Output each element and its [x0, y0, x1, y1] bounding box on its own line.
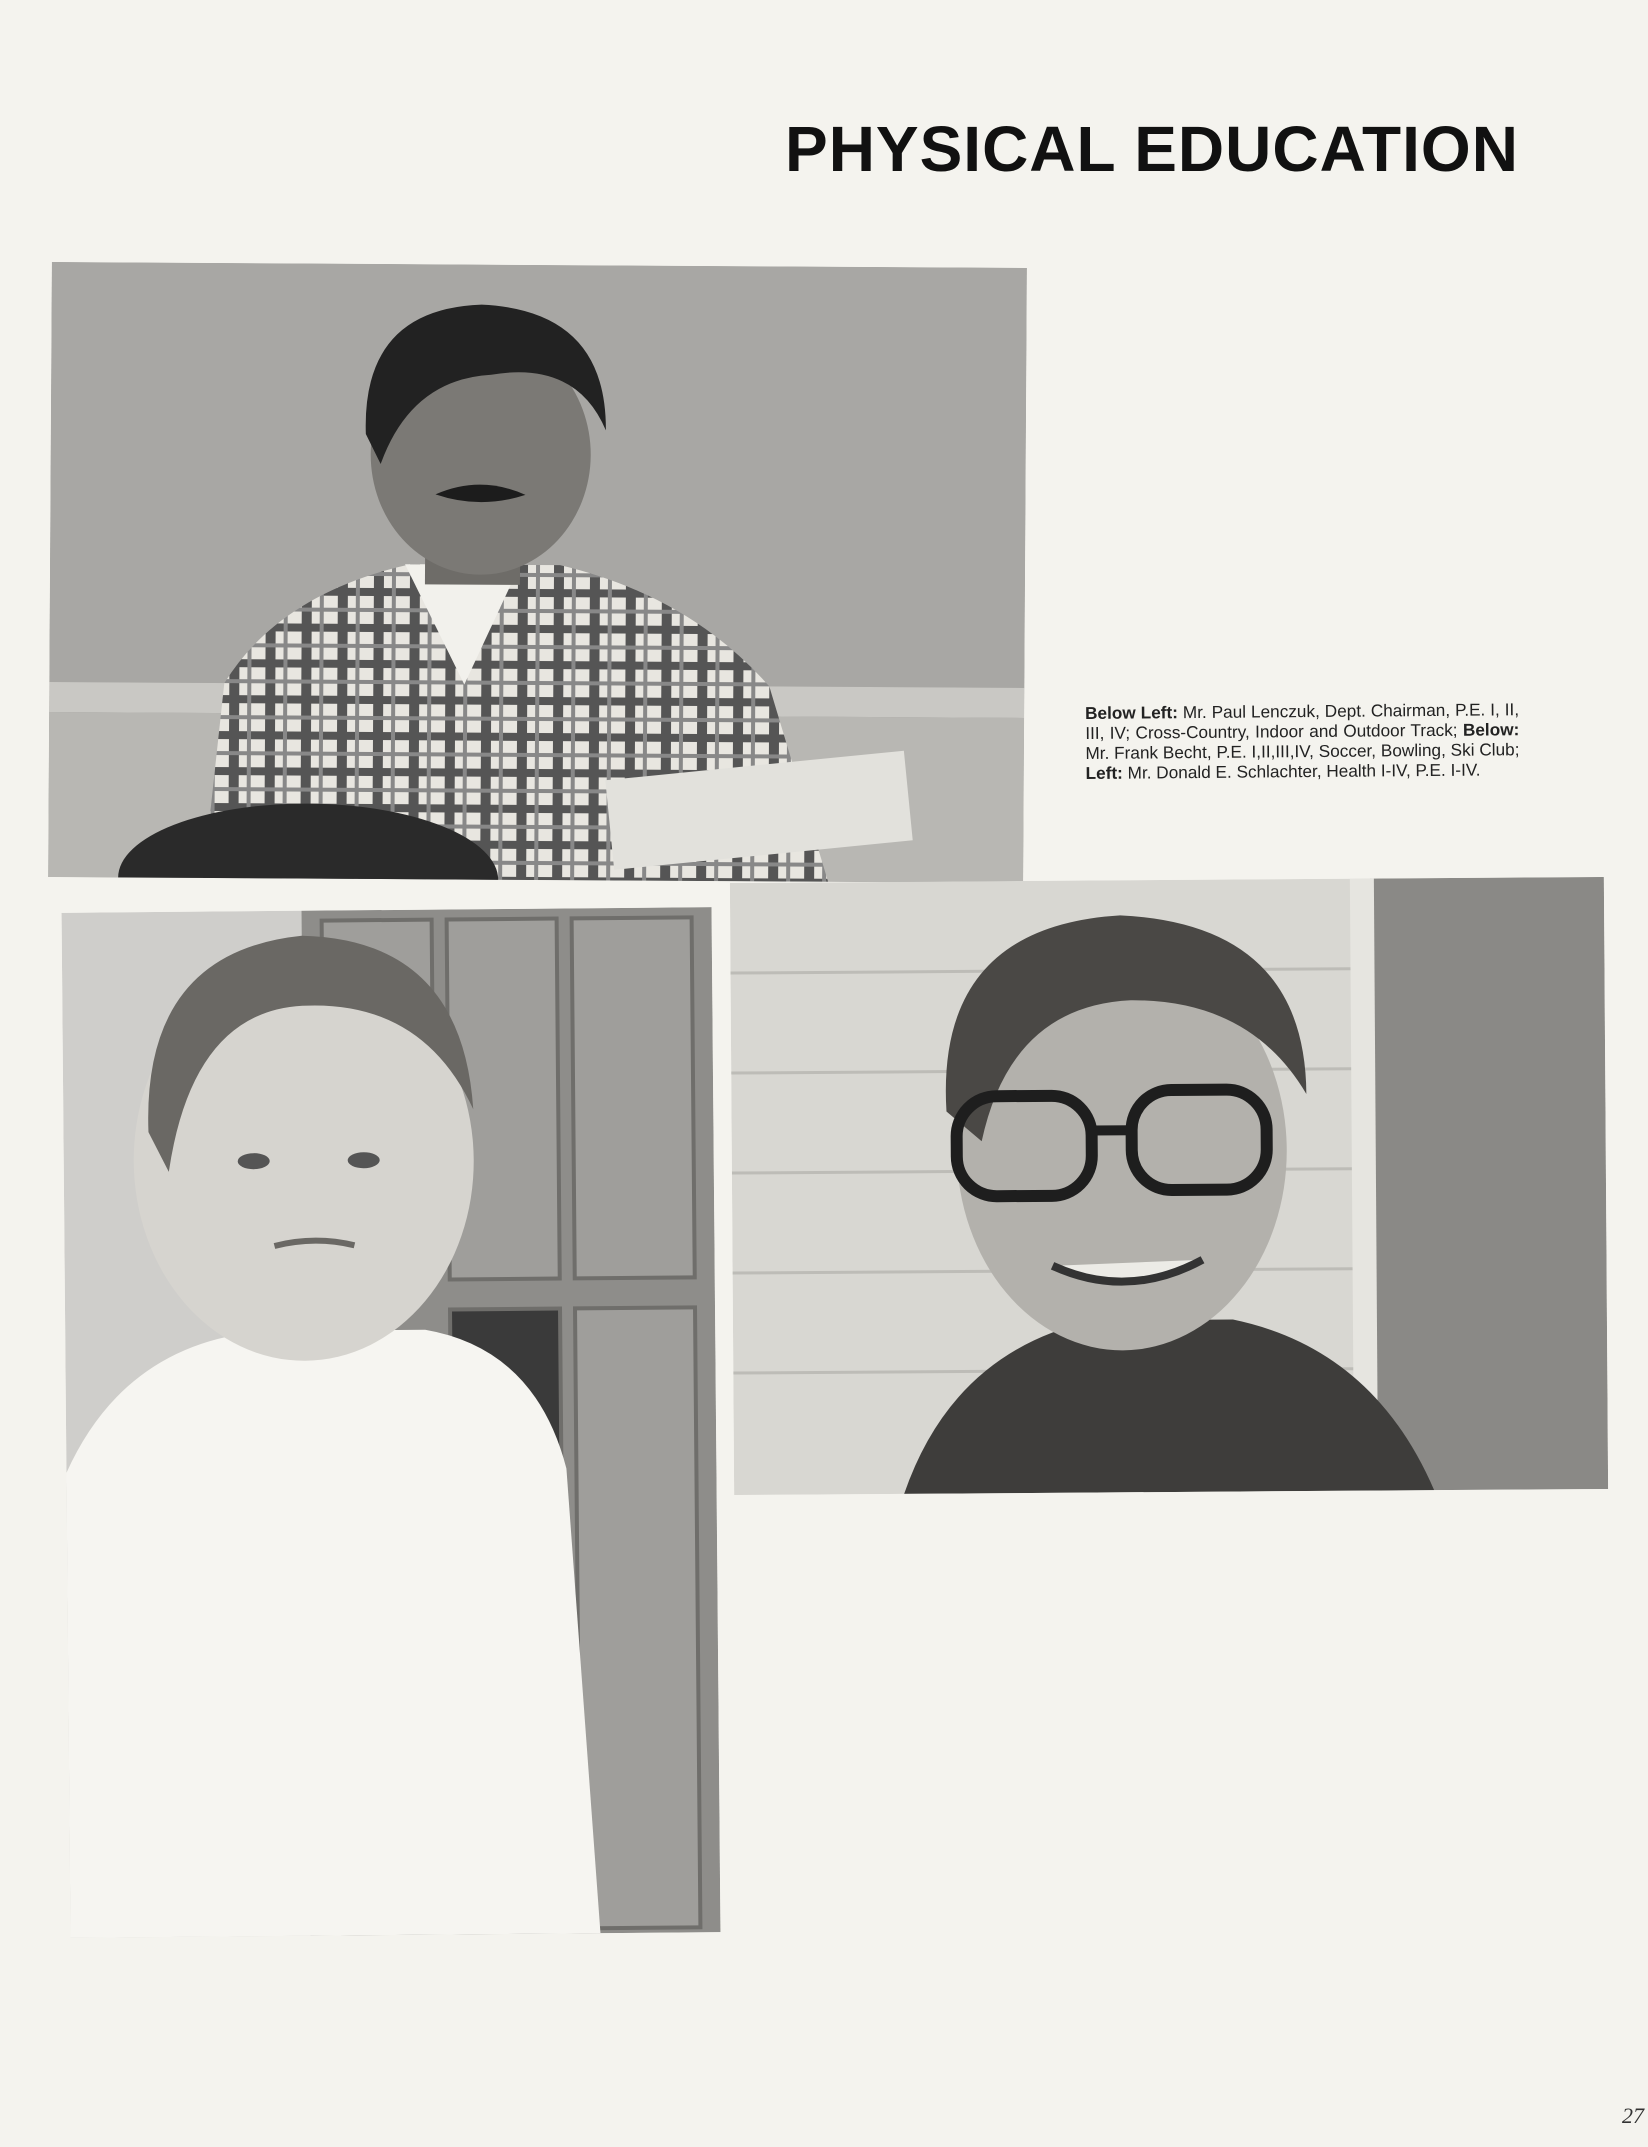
caption-label-below: Below:	[1462, 719, 1520, 740]
photo-glasses-teacher	[730, 877, 1608, 1495]
caption-label-left: Left:	[1085, 762, 1123, 783]
caption-text-lenczuk: Mr. Paul Lenczuk, Dept. Chairman, P.E. I, II, III, IV; Cross-Country, Indoor and Outdoor Track;	[1085, 699, 1520, 743]
caption-text-becht: Mr. Frank Becht, P.E. I,II,III,IV, Soccer, Bowling, Ski Club;	[1085, 739, 1520, 763]
page-number: 27	[1622, 2103, 1644, 2128]
caption-text-schlachter: Mr. Donald E. Schlachter, Health I-IV, P.E. I-IV.	[1122, 759, 1481, 783]
photo-white-shirt-teacher	[62, 907, 721, 1938]
caption-label-below-left: Below Left:	[1085, 702, 1178, 723]
page-title: PHYSICAL EDUCATION	[785, 113, 1519, 185]
photo-mustache-teacher	[48, 262, 1027, 883]
photo-caption	[1085, 699, 1520, 783]
